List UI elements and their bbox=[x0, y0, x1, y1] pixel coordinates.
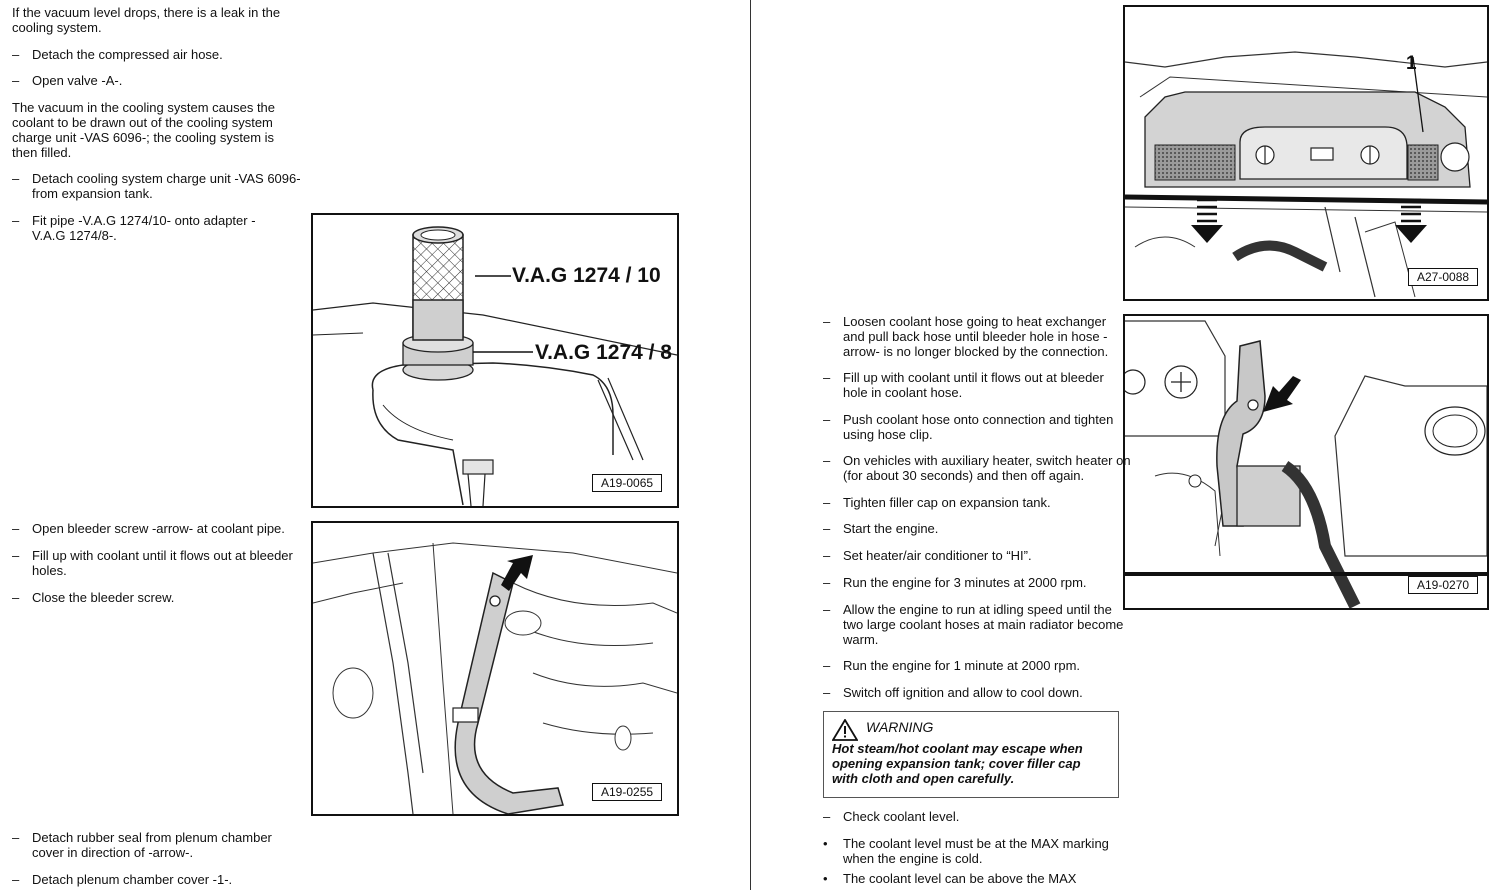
dash: – bbox=[12, 73, 20, 88]
figure-a19-0065 bbox=[311, 213, 679, 508]
step-text: Close the bleeder screw. bbox=[32, 590, 175, 605]
dash: – bbox=[12, 213, 20, 228]
dash: – bbox=[823, 521, 831, 536]
intro-paragraph: If the vacuum level drops, there is a leak in the cooling system. bbox=[12, 5, 281, 35]
dash: – bbox=[12, 590, 20, 605]
step-text: Run the engine for 1 minute at 2000 rpm. bbox=[843, 658, 1081, 673]
bullet-above-max bbox=[823, 871, 1133, 886]
dash: – bbox=[12, 47, 20, 62]
step-fill-coolant bbox=[12, 548, 312, 578]
vacuum-paragraph: The vacuum in the cooling system causes the coolant to be drawn out of the cooling system charge unit -VAS 6096-; the cooling system is then filled. bbox=[12, 100, 276, 160]
step-fit-pipe bbox=[12, 213, 277, 243]
dash: – bbox=[823, 809, 831, 824]
step-text: Allow the engine to run at idling speed until the two large coolant hoses at main radiator become warm. bbox=[843, 602, 1124, 647]
dash: – bbox=[823, 495, 831, 510]
column-divider bbox=[750, 0, 751, 890]
bullet-text: The coolant level can be above the MAX bbox=[843, 871, 1077, 886]
step-switch-off bbox=[823, 685, 1133, 700]
arrow-icon bbox=[493, 553, 543, 593]
callout-vag-1274-8: V.A.G 1274 / 8 bbox=[535, 341, 672, 364]
bullet-max-cold bbox=[823, 836, 1133, 866]
step-text: Detach cooling system charge unit -VAS 6096- from expansion tank. bbox=[32, 171, 301, 201]
figure-label: A27-0088 bbox=[1408, 268, 1478, 286]
step-text: Detach plenum chamber cover -1-. bbox=[32, 872, 233, 887]
warning-triangle-icon bbox=[832, 719, 858, 741]
dash: – bbox=[12, 872, 20, 887]
bullet-text: The coolant level must be at the MAX marking when the engine is cold. bbox=[843, 836, 1109, 866]
step-text: Detach rubber seal from plenum chamber cover in direction of -arrow-. bbox=[32, 830, 272, 860]
step-text: Check coolant level. bbox=[843, 809, 960, 824]
dash: – bbox=[823, 370, 831, 385]
coolant-hose-illustration bbox=[1125, 316, 1487, 608]
dash: – bbox=[12, 521, 20, 536]
step-text: Start the engine. bbox=[843, 521, 939, 536]
bullet: • bbox=[823, 871, 828, 886]
step-fill-hose bbox=[823, 370, 1123, 400]
step-text: Set heater/air conditioner to “HI”. bbox=[843, 548, 1032, 563]
figure-label: A19-0065 bbox=[592, 474, 662, 492]
step-text: Tighten filler cap on expansion tank. bbox=[843, 495, 1051, 510]
dash: – bbox=[823, 602, 831, 617]
figure-label: A19-0270 bbox=[1408, 576, 1478, 594]
step-text: Open valve -A-. bbox=[32, 73, 123, 88]
step-tighten-cap bbox=[823, 495, 1133, 510]
dash: – bbox=[823, 685, 831, 700]
dash: – bbox=[12, 548, 20, 563]
bullet: • bbox=[823, 836, 828, 851]
dash: – bbox=[12, 830, 20, 845]
step-auxiliary-heater bbox=[823, 453, 1133, 483]
dash: – bbox=[823, 412, 831, 427]
dash: – bbox=[823, 453, 831, 468]
step-detach-rubber-seal bbox=[12, 830, 302, 860]
dash: – bbox=[823, 548, 831, 563]
step-text: Push coolant hose onto connection and tighten using hose clip. bbox=[843, 412, 1114, 442]
warning-text: Hot steam/hot coolant may escape when opening expansion tank; cover filler cap with cloth and open carefully. bbox=[832, 741, 1083, 786]
step-text: Open bleeder screw -arrow- at coolant pipe. bbox=[32, 521, 285, 536]
step-detach-charge-unit bbox=[12, 171, 322, 201]
warning-title: WARNING bbox=[866, 719, 934, 735]
step-check-level bbox=[823, 809, 1133, 824]
step-loosen-hose bbox=[823, 314, 1123, 359]
step-text: Fill up with coolant until it flows out at bleeder hole in coolant hose. bbox=[843, 370, 1104, 400]
step-close-bleeder bbox=[12, 590, 312, 605]
step-push-hose bbox=[823, 412, 1128, 442]
step-text: Fill up with coolant until it flows out at bleeder holes. bbox=[32, 548, 293, 578]
dash: – bbox=[823, 575, 831, 590]
step-set-heater bbox=[823, 548, 1133, 563]
callout-1: 1 bbox=[1406, 53, 1417, 74]
figure-label: A19-0255 bbox=[592, 783, 662, 801]
callout-vag-1274-10: V.A.G 1274 / 10 bbox=[512, 264, 661, 287]
arrow-icon bbox=[1259, 376, 1309, 416]
step-text: On vehicles with auxiliary heater, switch heater on (for about 30 seconds) and then off again. bbox=[843, 453, 1131, 483]
figure-a19-0255 bbox=[311, 521, 679, 816]
dash: – bbox=[12, 171, 20, 186]
step-text: Run the engine for 3 minutes at 2000 rpm. bbox=[843, 575, 1087, 590]
step-idle-warm bbox=[823, 602, 1128, 647]
step-detach-plenum-cover bbox=[12, 872, 302, 887]
dash: – bbox=[823, 658, 831, 673]
figure-a19-0270 bbox=[1123, 314, 1489, 610]
step-open-bleeder bbox=[12, 521, 322, 536]
plenum-chamber-illustration bbox=[1125, 7, 1487, 299]
figure-a27-0088 bbox=[1123, 5, 1489, 301]
step-text: Switch off ignition and allow to cool down. bbox=[843, 685, 1083, 700]
step-detach-air-hose bbox=[12, 47, 312, 62]
step-run-1min bbox=[823, 658, 1133, 673]
dash: – bbox=[823, 314, 831, 329]
step-text: Loosen coolant hose going to heat exchanger and pull back hose until bleeder hole in hose -arrow- is no longer blocked by the connection. bbox=[843, 314, 1109, 359]
step-text: Fit pipe -V.A.G 1274/10- onto adapter -V.A.G 1274/8-. bbox=[32, 213, 256, 243]
step-start-engine bbox=[823, 521, 1133, 536]
warning-box bbox=[823, 711, 1119, 798]
step-text: Detach the compressed air hose. bbox=[32, 47, 223, 62]
step-open-valve bbox=[12, 73, 312, 88]
step-run-3min bbox=[823, 575, 1133, 590]
